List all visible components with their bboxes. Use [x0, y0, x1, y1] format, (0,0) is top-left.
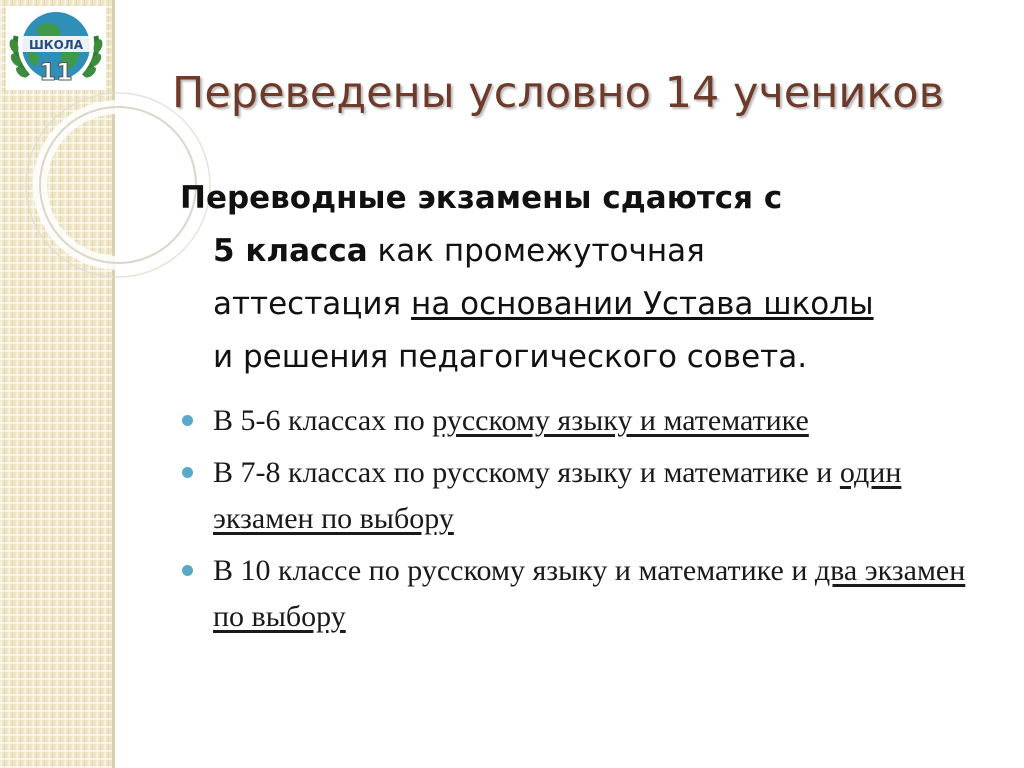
intro-bold-lead: Переводные экзамены сдаются с	[180, 180, 783, 216]
intro-bold-grade: 5 класса	[213, 233, 368, 269]
intro-line-4: и решения педагогического совета.	[213, 339, 808, 375]
bullet-underlined-link[interactable]: русскому языку и математике	[432, 404, 809, 437]
bullet-dot-icon	[182, 415, 193, 426]
intro-line-3	[180, 278, 1010, 331]
intro-line-2	[180, 225, 1010, 278]
globe-laurel-logo-icon	[6, 6, 106, 90]
intro-charter-link[interactable]: на основании Устава школы	[411, 286, 874, 322]
list-item	[180, 548, 1000, 640]
intro-text-after-grade: как промежуточная	[367, 233, 705, 269]
intro-line-1	[180, 172, 1010, 225]
bullet-underlined-link[interactable]: один экзамен по выбору	[213, 456, 902, 535]
logo-school-text: ШКОЛА	[28, 38, 84, 52]
bullet-prefix: В 7-8 классах по русскому языку и математике и	[213, 456, 840, 489]
bullet-underlined-link[interactable]: два экзамен по выбору	[213, 554, 966, 633]
bullet-dot-icon	[182, 565, 193, 576]
logo-number-text: 11	[39, 58, 73, 86]
list-item	[180, 398, 1000, 444]
bullet-dot-icon	[182, 467, 193, 478]
slide-title: Переведены условно 14 учеников	[172, 68, 944, 118]
bullet-prefix: В 10 классе по русскому языку и математике и	[213, 554, 815, 587]
bullet-list	[180, 398, 1000, 646]
list-item	[180, 450, 1000, 542]
school-logo	[6, 6, 106, 90]
bullet-prefix: В 5-6 классах по	[213, 404, 433, 437]
intro-line3-prefix: аттестация	[213, 286, 412, 322]
intro-paragraph	[180, 172, 1010, 384]
